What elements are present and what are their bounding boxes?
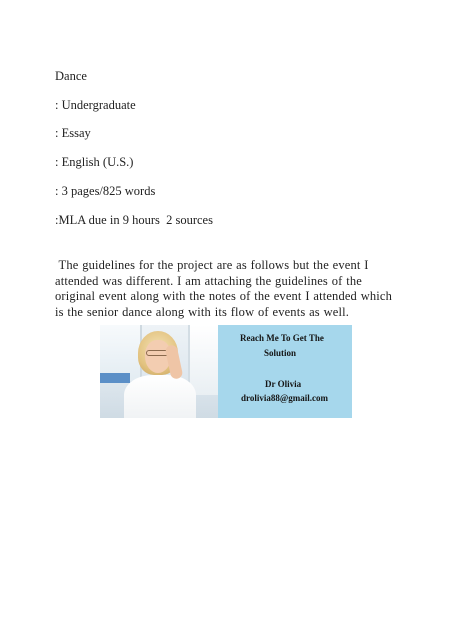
contact-info-panel — [218, 325, 352, 418]
meta-language: : English (U.S.) — [55, 155, 134, 169]
meta-length: : 3 pages/825 words — [55, 184, 156, 198]
meta-type: : Essay — [55, 126, 91, 140]
instructions-paragraph — [55, 258, 407, 320]
contact-email[interactable]: drolivia88@gmail.com — [241, 393, 328, 403]
meta-format-deadline: :MLA due in 9 hours 2 sources — [55, 213, 213, 227]
paragraph-line: is the senior dance along with its flow of events as well. — [55, 304, 349, 319]
tutor-photo — [100, 325, 218, 418]
contact-name: Dr Olivia — [265, 379, 302, 389]
banner-heading-line1: Reach Me To Get The — [240, 333, 324, 343]
paragraph-line: The guidelines for the project are as follows but the event I — [55, 258, 369, 272]
document-title: Dance — [55, 69, 87, 83]
paragraph-line: original event along with the notes of the event I attended which — [55, 289, 393, 303]
meta-level: : Undergraduate — [55, 98, 136, 112]
paragraph-line: attended was different. I am attaching the guidelines of the — [55, 273, 362, 288]
photo-shelf — [100, 373, 130, 383]
contact-banner[interactable] — [100, 325, 352, 418]
photo-person-body — [124, 375, 196, 418]
banner-heading-line2: Solution — [264, 348, 297, 358]
